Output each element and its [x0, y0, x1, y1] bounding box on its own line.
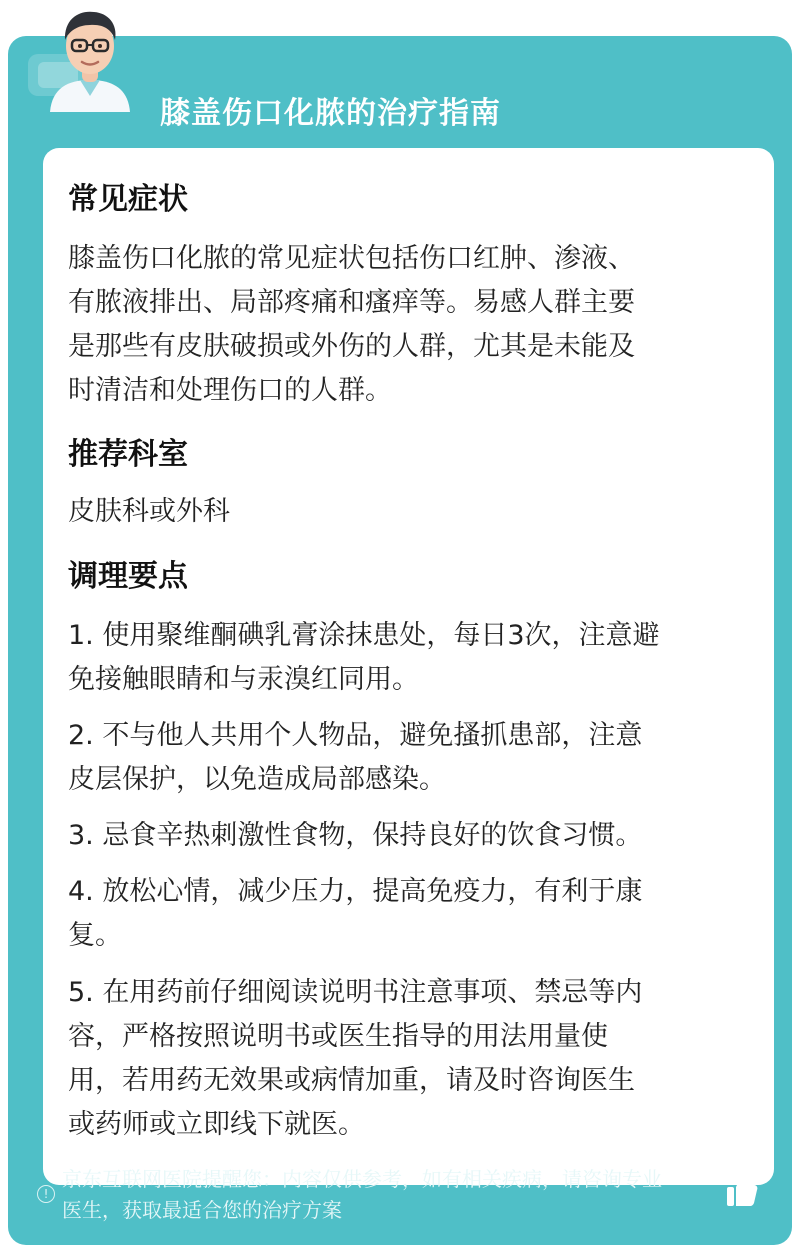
- content-card: [43, 148, 774, 1185]
- care-item-4: [68, 870, 758, 958]
- department-text: [68, 490, 758, 534]
- text-line: 免接触眼睛和与汞溴红同用。: [68, 664, 419, 695]
- care-item-1: [68, 614, 758, 702]
- text-line: 是那些有皮肤破损或外伤的人群，尤其是未能及: [68, 331, 635, 362]
- page-title: 膝盖伤口化脓的治疗指南: [160, 96, 501, 131]
- text-line: 容，严格按照说明书或医生指导的用法用量使: [68, 1021, 608, 1052]
- footer-disclaimer: [62, 1164, 732, 1226]
- section-heading-department: 推荐科室: [68, 437, 188, 472]
- care-item-5: [68, 971, 758, 1147]
- guide-page: [8, 36, 792, 1245]
- footer-line: 京东互联网医院提醒您：内容仅供参考，如有相关疾病，请咨询专业: [62, 1167, 662, 1191]
- text-line: 用，若用药无效果或病情加重，请及时咨询医生: [68, 1065, 635, 1096]
- text-line: 5. 在用药前仔细阅读说明书注意事项、禁忌等内: [68, 977, 643, 1008]
- text-line: 或药师或立即线下就医。: [68, 1109, 365, 1140]
- text-line: 1. 使用聚维酮碘乳膏涂抹患处，每日3次，注意避: [68, 620, 660, 651]
- text-line: 膝盖伤口化脓的常见症状包括伤口红肿、渗液、: [68, 243, 635, 274]
- care-item-3: [68, 814, 758, 858]
- info-icon: !: [37, 1185, 55, 1203]
- section-heading-care: 调理要点: [68, 559, 188, 594]
- text-line: 有脓液排出、局部疼痛和瘙痒等。易感人群主要: [68, 287, 635, 318]
- text-line: 复。: [68, 920, 122, 951]
- text-line: 4. 放松心情，减少压力，提高免疫力，有利于康: [68, 876, 643, 907]
- footer-line: 医生，获取最适合您的治疗方案: [62, 1198, 342, 1222]
- text-line: 皮层保护，以免造成局部感染。: [68, 764, 446, 795]
- thumbs-up-icon[interactable]: [725, 1172, 759, 1208]
- section-heading-symptoms: 常见症状: [68, 182, 188, 217]
- symptoms-text: [68, 237, 758, 413]
- text-line: 皮肤科或外科: [68, 496, 230, 527]
- text-line: 3. 忌食辛热刺激性食物，保持良好的饮食习惯。: [68, 820, 643, 851]
- text-line: 2. 不与他人共用个人物品，避免搔抓患部，注意: [68, 720, 643, 751]
- doctor-avatar: [40, 0, 140, 112]
- care-item-2: [68, 714, 758, 802]
- text-line: 时清洁和处理伤口的人群。: [68, 375, 392, 406]
